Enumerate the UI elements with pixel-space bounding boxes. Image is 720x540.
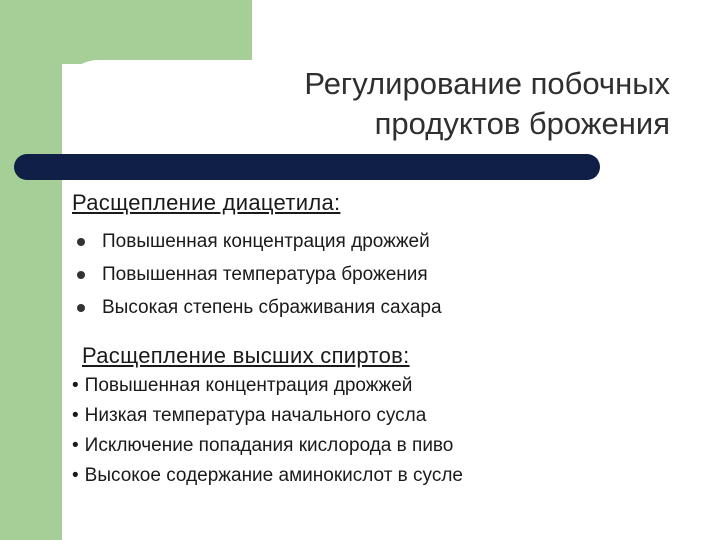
slide-title-line-1: Регулирование побочных (304, 66, 670, 101)
slide-title-line-2: продуктов брожения (374, 106, 670, 141)
list-item-text: Высокое содержание аминокислот в сусле (84, 465, 463, 486)
title-divider-bar (14, 154, 600, 180)
list-item-text: Исключение попадания кислорода в пиво (84, 435, 454, 456)
section-heading-higher-alcohols: Расщепление высших спиртов: (82, 343, 410, 368)
bullet-char: • (72, 435, 79, 456)
bullet-char: • (72, 465, 79, 486)
list-item (72, 371, 463, 401)
bullet-dot-icon (77, 304, 85, 312)
list-item (72, 431, 463, 461)
list-item (72, 225, 442, 258)
decor-green-left (0, 0, 62, 540)
list-item (72, 291, 442, 324)
list-item (72, 401, 463, 431)
bullet-char: • (72, 405, 79, 426)
list-item-text: Повышенная температура брожения (102, 264, 428, 285)
section-heading-diacetyl: Расщепление диацетила: (72, 190, 341, 215)
list-item-text: Повышенная концентрация дрожжей (102, 231, 430, 252)
list-item (72, 461, 463, 491)
list-item-text: Повышенная концентрация дрожжей (84, 375, 413, 396)
list-item-text: Низкая температура начального сусла (84, 405, 427, 426)
bullet-char: • (72, 375, 79, 396)
bullet-dot-icon (77, 271, 85, 279)
bullet-dot-icon (77, 238, 85, 246)
list-item (72, 258, 442, 291)
list-item-text: Высокая степень сбраживания сахара (102, 297, 442, 318)
diacetyl-list (72, 225, 442, 324)
higher-alcohols-list (72, 371, 463, 491)
slide-title (304, 64, 670, 144)
